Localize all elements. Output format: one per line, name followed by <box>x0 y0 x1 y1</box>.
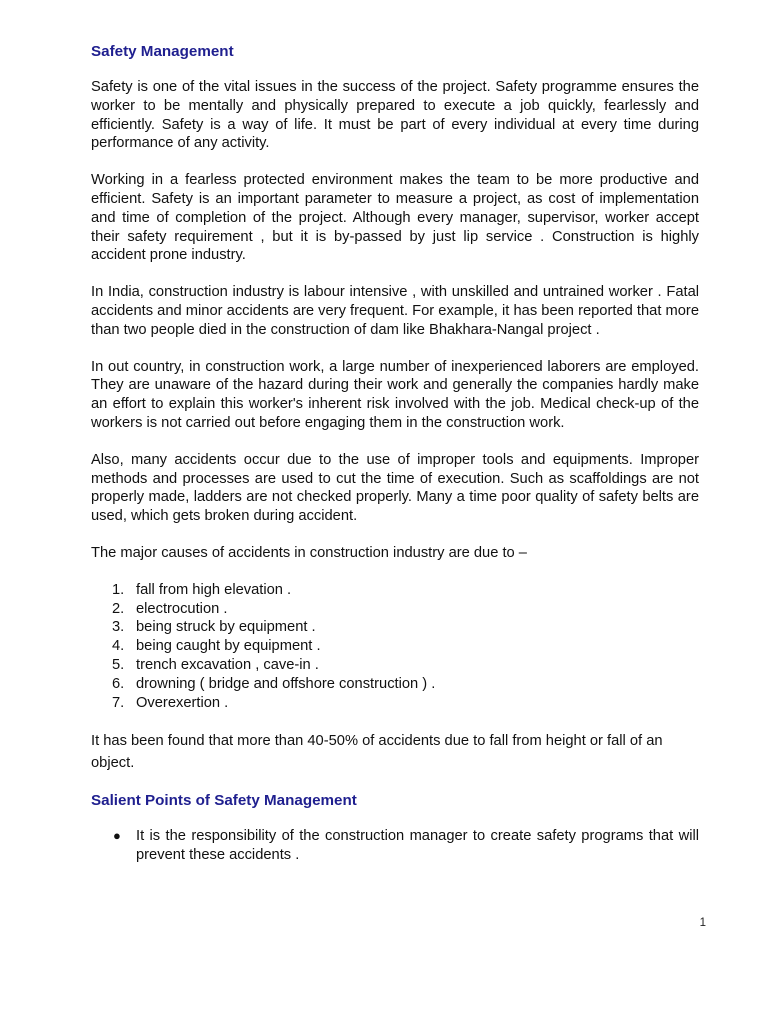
section-heading-salient-points: Salient Points of Safety Management <box>91 792 357 810</box>
list-item-text: fall from high elevation . <box>136 581 292 598</box>
list-item <box>91 694 699 713</box>
list-item <box>91 675 699 694</box>
finding-paragraph: It has been found that more than 40-50% of accidents due to fall from height or fall of an object. <box>91 733 663 772</box>
list-item <box>91 581 699 600</box>
page-content <box>91 42 699 865</box>
paragraph: Also, many accidents occur due to the use of improper tools and equipments. Improper methods and processes are used to cut the time of execution. Such as scaffoldings are not properly made, ladders are not checked properly. Many a time poor quality of safety belts are used, which gets broken during accident. <box>91 451 699 525</box>
list-item-text: It is the responsibility of the construction manager to create safety programs that will prevent these accidents . <box>136 828 699 864</box>
list-item-number: 3. <box>112 619 125 636</box>
bullet-icon: ● <box>113 828 121 844</box>
page-number: 1 <box>699 917 706 929</box>
salient-points-list <box>91 827 699 865</box>
paragraph: Working in a fearless protected environment makes the team to be more productive and efficient. Safety is an important parameter to measure a project, as cost of implementation and time of completion of the project. Although every manager, supervisor, worker accept their safety requirement , but it is by-passed by just lip service . Construction is highly accident prone industry. <box>91 172 699 264</box>
causes-intro: The major causes of accidents in construction industry are due to – <box>91 544 527 561</box>
list-item-text: electrocution . <box>136 600 228 617</box>
list-item-number: 7. <box>112 694 125 711</box>
list-item-text: trench excavation , cave-in . <box>136 656 319 673</box>
list-item-number: 4. <box>112 638 125 655</box>
list-item-text: Overexertion . <box>136 694 229 711</box>
paragraph: Safety is one of the vital issues in the success of the project. Safety programme ensures the worker to be mentally and physically prepared to execute a job quickly, fearlessly and efficiently. Safety is a way of life. It must be part of every individual at every time during performance of any activity. <box>91 79 699 152</box>
list-item-number: 1. <box>112 581 125 598</box>
paragraph: In India, construction industry is labour intensive , with unskilled and untrained worker . Fatal accidents and minor accidents are very frequent. For example, it has been reported that more than two people died in the construction of dam like Bhakhara-Nangal project . <box>91 284 699 338</box>
list-item <box>91 618 699 637</box>
list-item <box>91 637 699 656</box>
paragraph: In out country, in construction work, a large number of inexperienced laborers are employed. They are unaware of the hazard during their work and generally the companies hardly make an effort to explain this worker's inherent risk involved with the job. Medical check-up of the workers is not carried out before engaging them in the construction work. <box>91 358 699 431</box>
list-item-number: 6. <box>112 675 125 692</box>
list-item-number: 5. <box>112 656 125 673</box>
causes-list <box>91 581 699 713</box>
list-item-text: being struck by equipment . <box>136 619 316 636</box>
section-heading-safety-management: Safety Management <box>91 43 234 60</box>
list-item <box>91 827 699 865</box>
list-item <box>91 656 699 675</box>
list-item <box>91 600 699 619</box>
list-item-text: being caught by equipment . <box>136 638 321 655</box>
list-item-number: 2. <box>112 600 125 617</box>
list-item-text: drowning ( bridge and offshore construction ) . <box>136 675 436 692</box>
